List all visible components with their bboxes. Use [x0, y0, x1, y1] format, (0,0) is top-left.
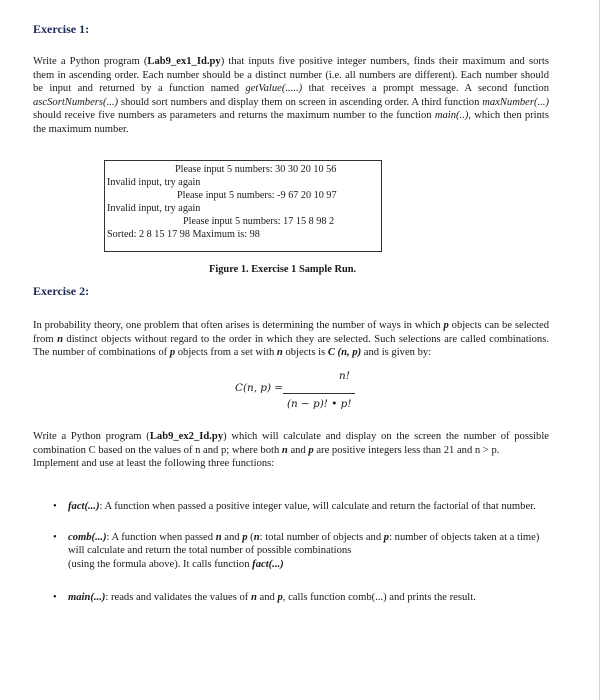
- filename-ex1: Lab9_ex1_Id.py: [147, 56, 221, 67]
- page-edge: [599, 0, 600, 700]
- combination-notation: C (n, p): [327, 347, 362, 359]
- console-line: Please input 5 numbers: 17 15 8 98 2: [183, 216, 335, 228]
- list-item: • main(...): reads and validates the values of n and p, calls function comb(...) and prints the result.: [53, 592, 476, 604]
- implement-note: Implement and use at least the following three functions:: [33, 458, 275, 470]
- bullet-icon: •: [53, 531, 57, 543]
- filename-ex2: Lab9_ex2_Id.py: [149, 431, 224, 442]
- bullet-icon: •: [53, 592, 57, 604]
- fn-main: main(..): [434, 110, 469, 122]
- fn-ascsortnumbers: ascSortNumbers(...): [33, 96, 119, 108]
- console-line: Please input 5 numbers: -9 67 20 10 97: [177, 190, 337, 202]
- console-line: Please input 5 numbers: 30 30 20 10 56: [175, 164, 337, 175]
- formula-lhs: C(n, p) =: [235, 382, 284, 394]
- fn-maxnumber: maxNumber(...): [482, 96, 549, 108]
- console-line: Invalid input, try again: [107, 203, 201, 215]
- exercise-2-task: Write a Python program (Lab9_ex2_Id.py) which will calculate and display on the screen the number of possible combination C based on the values of n and p; where both n and p are positive integers less than 21 and n > p. Implement and use at least the following three functions:: [33, 431, 549, 470]
- figure-caption: Figure 1. Exercise 1 Sample Run.: [209, 264, 357, 275]
- function-list: [33, 500, 553, 622]
- console-line: Sorted: 2 8 15 17 98 Maximum is: 98: [107, 229, 260, 241]
- bullet-icon: •: [53, 501, 57, 512]
- exercise-1-description: Write a Python program (Lab9_ex1_Id.py) that inputs five positive integer numbers, finds their maximum and sorts them in ascending order. Each number should be a distinct number (i.e. all numbers are different). Each number should be input and returned by a function named getValue(.....) that receives a prompt message. A second function ascSortNumbers(...) should sort numbers and display them on screen in ascending order. A third function maxNumber(...) should receive five numbers as parameters and returns the maximum number to the function main(..), which then prints the maximum number.: [33, 56, 549, 135]
- exercise-1-heading: Exercise 1:: [33, 22, 90, 36]
- list-item: • fact(...): A function when passed a positive integer value, will calculate and return the factorial of that number.: [53, 501, 536, 512]
- formula-numerator: n!: [339, 370, 350, 382]
- fraction-bar: [283, 393, 355, 394]
- list-item: • comb(...): A function when passed n and p (n: total number of objects and p: number of objects taken at a time) will calculate and return the total number of possible combinations (using the formula above). It calls function fact(...): [53, 531, 540, 570]
- fn-comb: comb(...): [68, 531, 107, 543]
- fn-getvalue: getValue(.....): [245, 83, 303, 95]
- fn-main-ex2: main(...): [68, 592, 106, 604]
- sample-run-box: [104, 160, 382, 252]
- exercise-2-intro: In probability theory, one problem that often arises is determining the number of ways in which p objects can be selected from n distinct objects without regard to the order in which they are selected. Such selections are called combinations. The number of combinations of p objects from a set with n objects is C (n, p) and is given by:: [33, 320, 549, 359]
- console-line: Invalid input, try again: [107, 177, 201, 189]
- exercise-2-heading: Exercise 2:: [33, 284, 90, 298]
- fn-fact: fact(...): [68, 501, 100, 512]
- formula-denominator: (n − p)! • p!: [287, 398, 352, 410]
